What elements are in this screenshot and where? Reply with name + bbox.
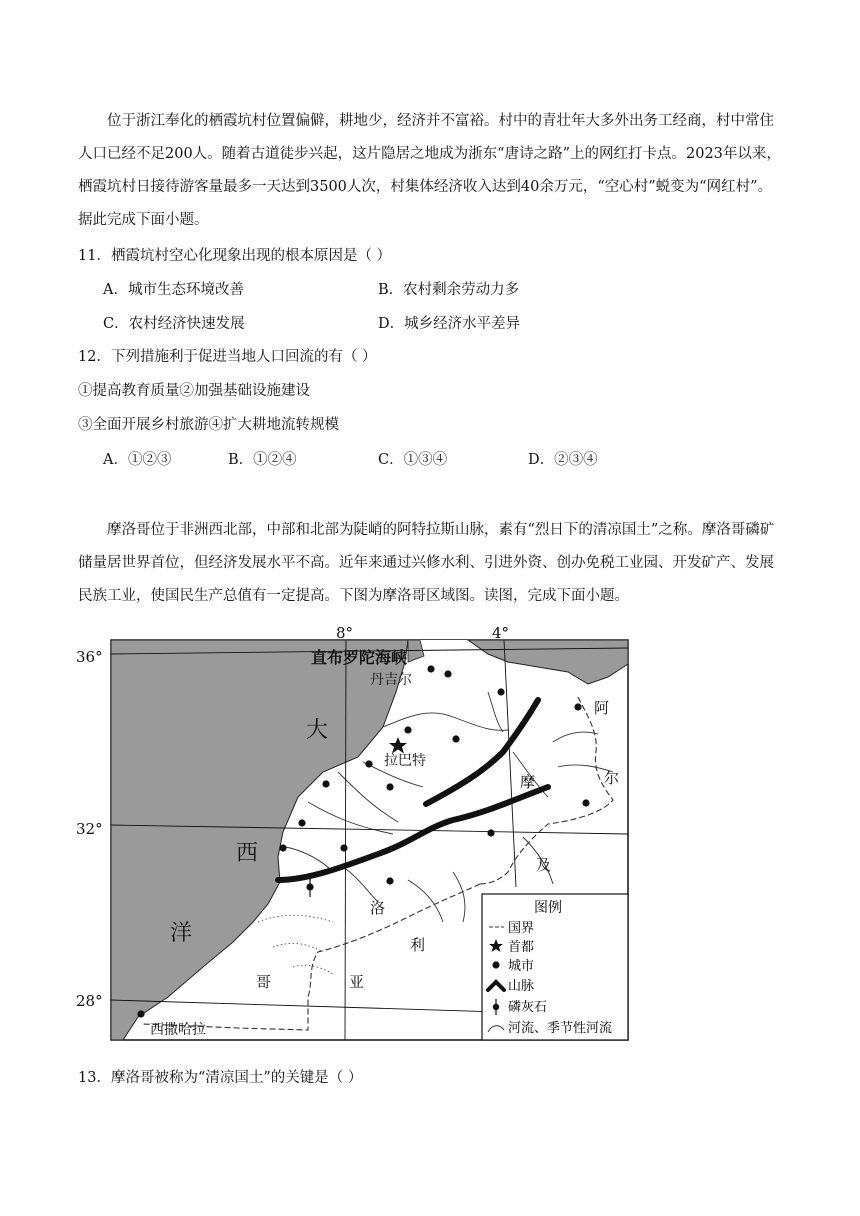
legend-item-mountain: 山脉 bbox=[508, 979, 535, 994]
algeria-char-5: 亚 bbox=[349, 973, 365, 991]
ocean-char-3: 洋 bbox=[170, 921, 193, 946]
phosphate-symbol bbox=[306, 883, 313, 890]
legend-city-dot bbox=[492, 961, 499, 968]
city-dot bbox=[386, 877, 393, 884]
lat-label-32: 32° bbox=[76, 820, 103, 838]
city-dot bbox=[497, 688, 504, 695]
q12-option-b[interactable]: B．①②④ bbox=[228, 452, 297, 468]
q12-option-c[interactable]: C．①③④ bbox=[378, 452, 448, 468]
city-dot bbox=[322, 780, 329, 787]
algeria-char-2: 尔 bbox=[604, 769, 620, 787]
q12-statement-line-2: ③全面开展乡村旅游④扩大耕地流转规模 bbox=[78, 417, 339, 433]
passage-1: 位于浙江奉化的栖霞坑村位置偏僻，耕地少，经济并不富裕。村中的青壮年大多外出务工经商，村中常住人口已经不足200人。随着古道徒步兴起，这片隐居之地成为浙东“唐诗之路”上的网红打卡点。2023年以来，栖霞坑村日接待游客量最多一天达到3500人次，村集体经济收入达到40余万元，“空心村”蜕变为“网红村”。据此完成下面小题。 bbox=[78, 113, 781, 228]
ocean-char-1: 大 bbox=[306, 718, 329, 743]
lon-label-4: 4° bbox=[492, 624, 510, 642]
city-dot bbox=[487, 829, 494, 836]
lat-label-28: 28° bbox=[76, 992, 103, 1010]
algeria-char-1: 阿 bbox=[594, 699, 610, 717]
legend-item-border: 国界 bbox=[508, 921, 535, 936]
strait-label: 直布罗陀海峡 bbox=[311, 648, 408, 667]
city-label-tangier: 丹吉尔 bbox=[370, 672, 412, 688]
city-dot bbox=[582, 799, 589, 806]
city-dot bbox=[574, 703, 581, 710]
q11-option-d[interactable]: D．城乡经济水平差异 bbox=[378, 316, 521, 332]
legend-item-river: 河流、季节性河流 bbox=[508, 1021, 613, 1036]
q12-statement-line-1: ①提高教育质量②加强基础设施建设 bbox=[78, 383, 310, 399]
passage-2: 摩洛哥位于非洲西北部，中部和北部为陡峭的阿特拉斯山脉，素有“烈日下的清凉国土”之称。摩洛哥磷矿储量居世界首位，但经济发展水平不高。近年来通过兴修水利、引进外资、创办免税工业园、开发矿产、发展民族工业，使国民生产总值有一定提高。下图为摩洛哥区域图。读图，完成下面小题。 bbox=[78, 522, 775, 604]
city-dot bbox=[298, 819, 305, 826]
legend-item-capital: 首都 bbox=[508, 940, 535, 955]
city-dot bbox=[404, 726, 411, 733]
city-dot bbox=[137, 1010, 144, 1017]
city-label-western-sahara: 西撒哈拉 bbox=[150, 1022, 206, 1038]
ocean-char-2: 西 bbox=[236, 841, 259, 866]
q12-option-a[interactable]: A．①②③ bbox=[103, 452, 172, 468]
algeria-char-3: 及 bbox=[536, 856, 552, 874]
legend-title: 图例 bbox=[534, 900, 562, 916]
city-dot bbox=[444, 670, 451, 677]
legend-item-phosphate: 磷灰石 bbox=[508, 1000, 548, 1015]
legend-phosphate-symbol bbox=[493, 1004, 499, 1010]
question-13-stem: 13．摩洛哥被称为“清凉国土”的关键是（ ） bbox=[78, 1070, 363, 1086]
map-legend bbox=[482, 894, 628, 1040]
city-dot bbox=[427, 665, 434, 672]
q11-option-a[interactable]: A．城市生态环境改善 bbox=[103, 282, 244, 298]
city-dot bbox=[340, 844, 347, 851]
legend-item-city: 城市 bbox=[508, 959, 535, 974]
city-dot bbox=[279, 844, 286, 851]
question-12-stem: 12．下列措施利于促进当地人口回流的有（ ） bbox=[78, 349, 377, 365]
city-dot bbox=[386, 783, 393, 790]
country-char-2: 洛 bbox=[370, 899, 386, 917]
morocco-region-map bbox=[76, 622, 634, 1046]
capital-label-rabat: 拉巴特 bbox=[384, 753, 426, 769]
country-char-1: 摩 bbox=[520, 773, 536, 791]
country-char-3: 哥 bbox=[256, 973, 272, 991]
lon-label-8: 8° bbox=[336, 624, 354, 642]
city-dot bbox=[452, 735, 459, 742]
q12-option-d[interactable]: D．②③④ bbox=[528, 452, 598, 468]
q11-option-c[interactable]: C．农村经济快速发展 bbox=[103, 316, 245, 332]
question-11-stem: 11．栖霞坑村空心化现象出现的根本原因是（ ） bbox=[78, 248, 392, 264]
algeria-char-4: 利 bbox=[410, 936, 426, 954]
lat-label-36: 36° bbox=[76, 648, 103, 666]
q11-option-b[interactable]: B．农村剩余劳动力多 bbox=[378, 282, 520, 298]
city-dot bbox=[365, 760, 372, 767]
